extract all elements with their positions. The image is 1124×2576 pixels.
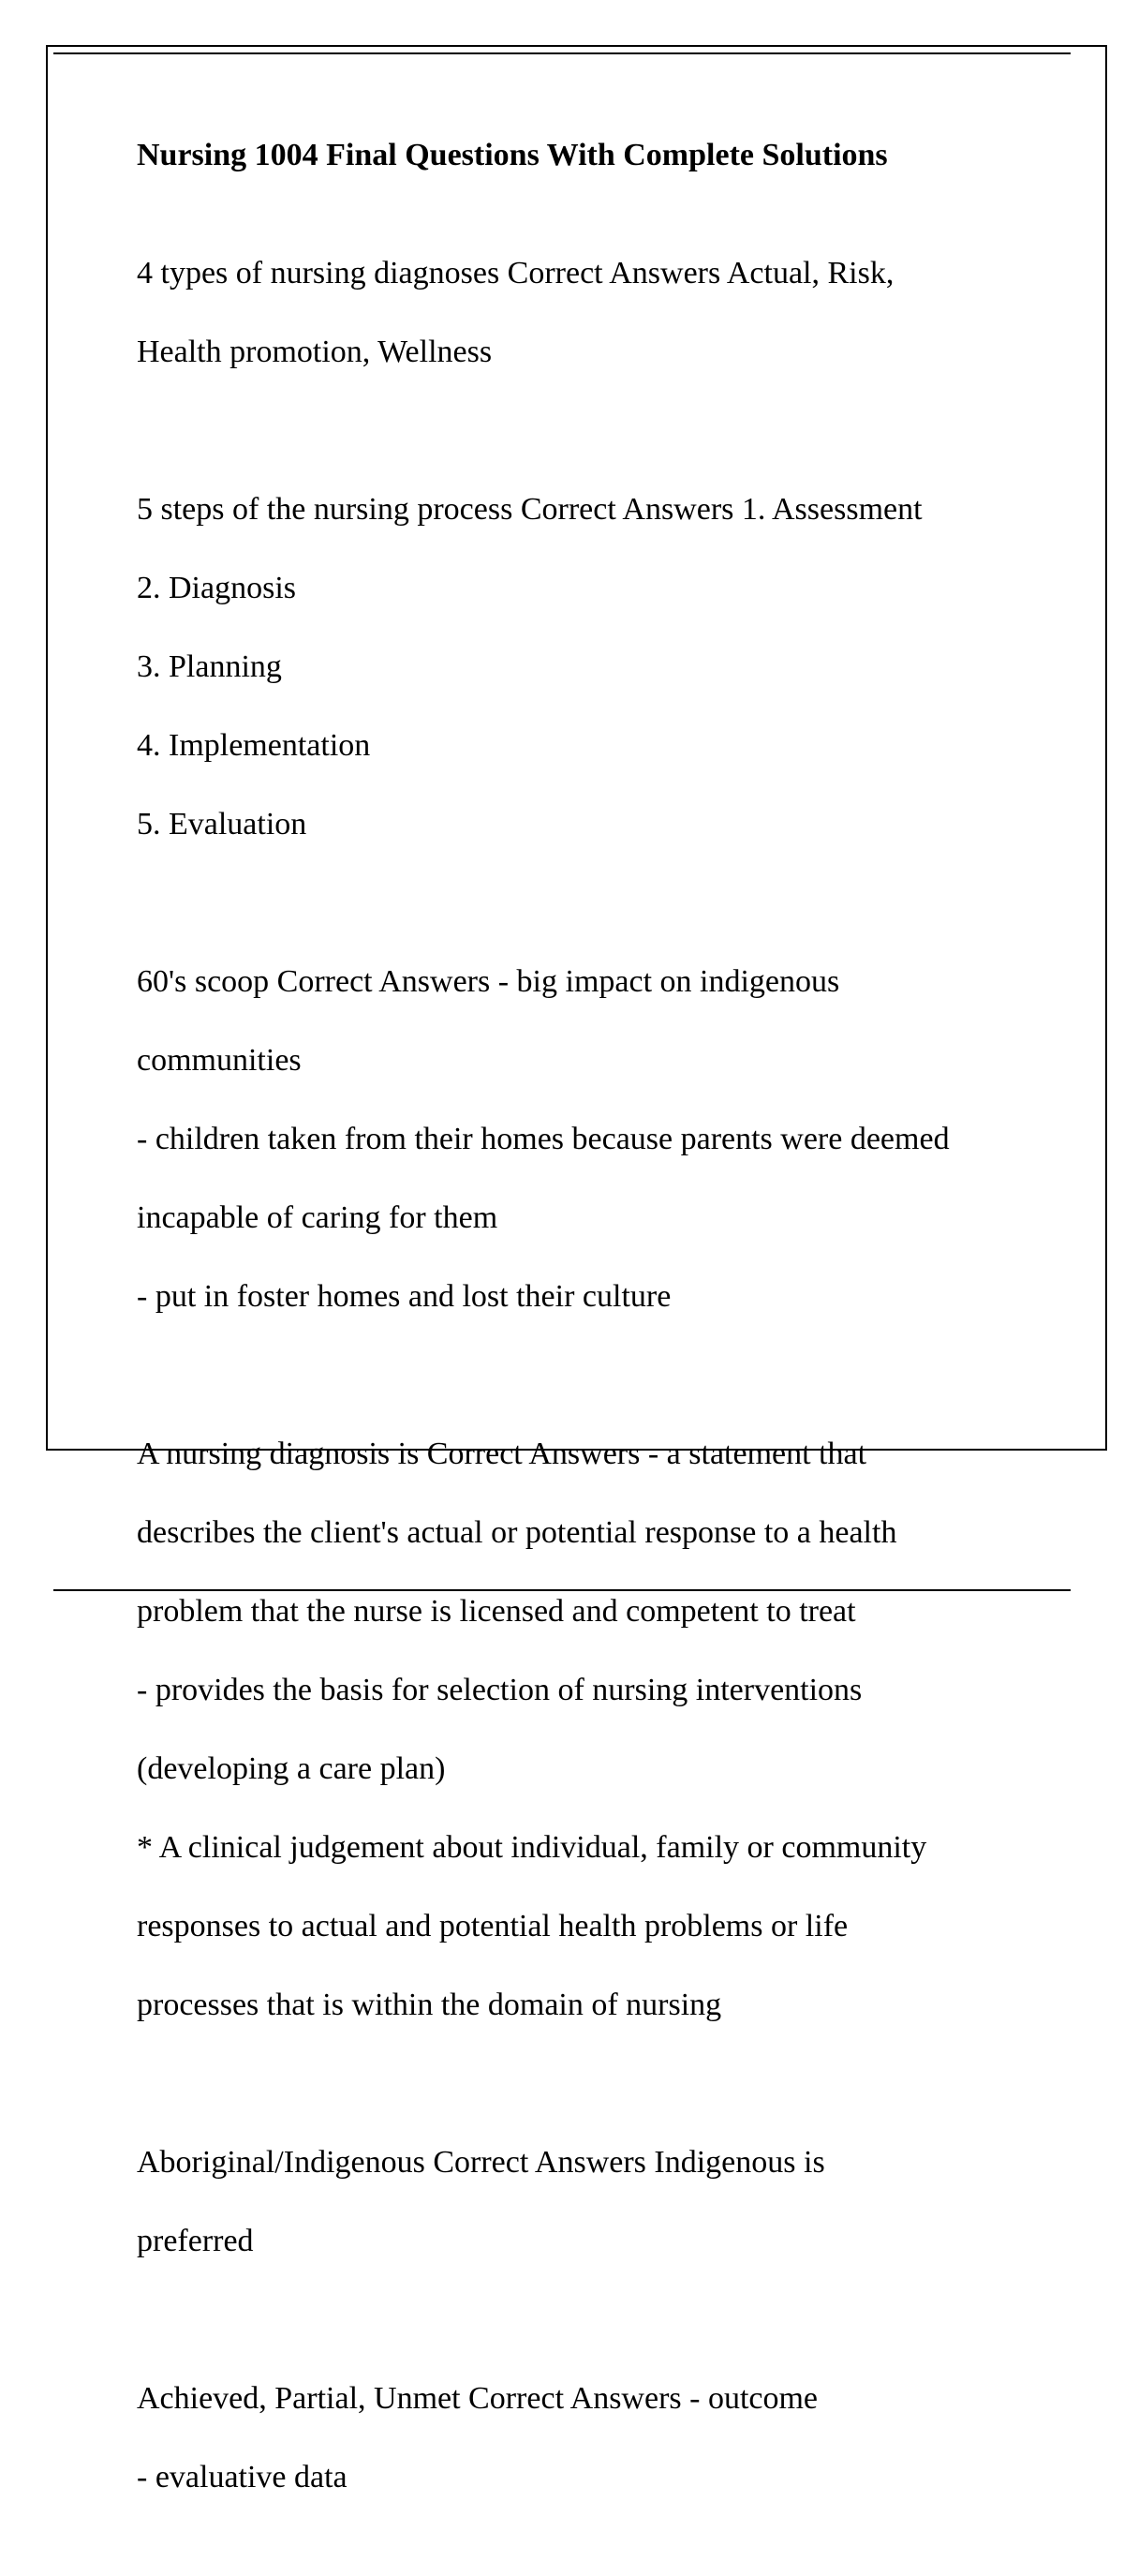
qa-entry-aboriginal-indigenous — [137, 2104, 1027, 2301]
entry-line: Achieved, Partial, Unmet Correct Answers - outcome — [137, 2381, 819, 2416]
qa-entry-nursing-process-steps — [137, 451, 1027, 884]
document-content — [137, 136, 1027, 2576]
qa-entry-60s-scoop — [137, 923, 1027, 1356]
entry-line: - provides the basis for selection of nursing interventions — [137, 1673, 863, 1707]
entry-line: preferred — [137, 2224, 254, 2258]
entry-line: - put in foster homes and lost their culture — [137, 1279, 672, 1314]
entry-line: responses to actual and potential health problems or life — [137, 1909, 849, 1943]
entry-line: problem that the nurse is licensed and competent to treat — [137, 1594, 856, 1629]
entry-line: communities — [137, 1043, 302, 1078]
document-title: Nursing 1004 Final Questions With Complete Solutions — [137, 138, 888, 172]
entry-line: processes that is within the domain of nursing — [137, 1988, 722, 2022]
entry-line: - children taken from their homes because parents were deemed — [137, 1122, 950, 1156]
entry-line: 4. Implementation — [137, 728, 371, 763]
entry-line: describes the client's actual or potential response to a health — [137, 1515, 897, 1550]
entry-line: 2. Diagnosis — [137, 571, 296, 605]
entry-line: A nursing diagnosis is Correct Answers - a statement that — [137, 1437, 867, 1471]
entry-line: * A clinical judgement about individual, family or community — [137, 1830, 927, 1865]
entry-line: (developing a care plan) — [137, 1751, 446, 1786]
entry-line: 3. Planning — [137, 649, 282, 684]
entry-line: 5 steps of the nursing process Correct Answers 1. Assessment — [137, 492, 923, 527]
qa-entry-nursing-diagnoses-types — [137, 215, 1027, 411]
entry-line: incapable of caring for them — [137, 1200, 498, 1235]
entry-line: 60's scoop Correct Answers - big impact on indigenous — [137, 964, 840, 999]
top-rule — [53, 52, 1071, 54]
entry-line: - evaluative data — [137, 2460, 348, 2494]
entry-line: 5. Evaluation — [137, 807, 307, 841]
entry-line: 4 types of nursing diagnoses Correct Answers Actual, Risk, — [137, 256, 895, 290]
entry-line: Health promotion, Wellness — [137, 335, 493, 369]
entry-line: Aboriginal/Indigenous Correct Answers Indigenous is — [137, 2145, 825, 2180]
qa-entry-nursing-diagnosis-definition — [137, 1395, 1027, 2064]
qa-entry-achieved-partial-unmet — [137, 2340, 1027, 2537]
